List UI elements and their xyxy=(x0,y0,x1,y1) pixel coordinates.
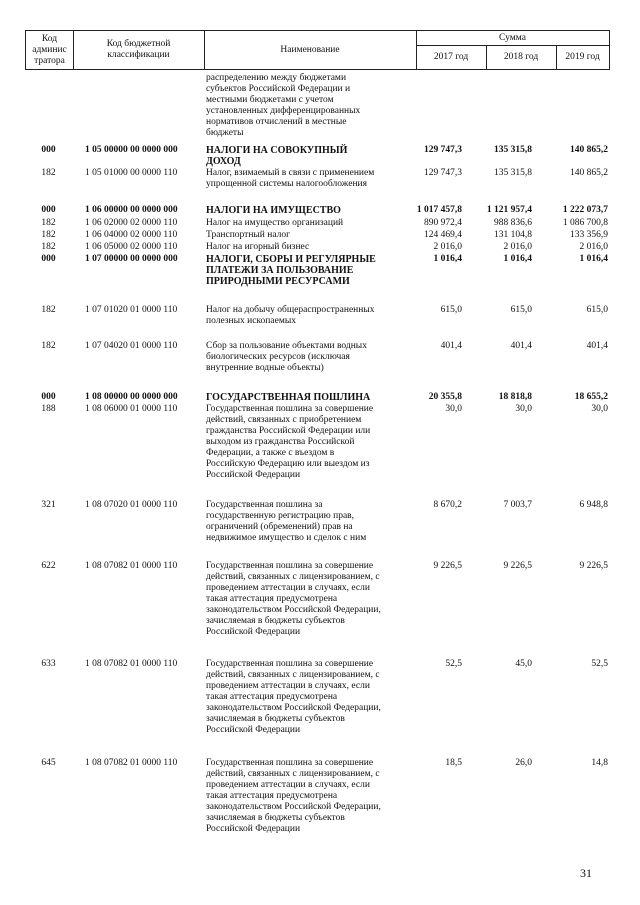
name-cell: Налог, взимаемый в связи с применением упрощенной системы налогообложения xyxy=(206,168,375,189)
sum-2018-cell: 135 315,8 xyxy=(494,168,532,178)
sum-2018-cell: 401,4 xyxy=(510,341,532,351)
budget-code-cell: 1 08 07082 01 0000 110 xyxy=(85,758,178,768)
budget-code-cell: 1 08 07082 01 0000 110 xyxy=(85,659,178,669)
sum-2017-cell: 1 016,4 xyxy=(433,254,462,264)
admin-code-cell: 633 xyxy=(41,659,56,669)
admin-code-cell: 182 xyxy=(41,341,56,351)
sum-2019-cell: 1 222 073,7 xyxy=(562,205,608,215)
sum-2019-cell: 2 016,0 xyxy=(579,242,608,252)
admin-code-cell: 188 xyxy=(41,404,56,414)
name-cell: ГОСУДАРСТВЕННАЯ ПОШЛИНА xyxy=(206,392,371,403)
sum-2019-cell: 6 948,8 xyxy=(579,500,608,510)
sum-2017-cell: 9 226,5 xyxy=(433,561,462,571)
admin-code-cell: 182 xyxy=(41,230,56,240)
sum-2019-cell: 140 865,2 xyxy=(570,168,608,178)
sum-2017-cell: 1 017 457,8 xyxy=(416,205,462,215)
budget-code-cell: 1 07 04020 01 0000 110 xyxy=(85,341,178,351)
name-cell: Государственная пошлина за совершение действий, связанных с лицензированием, с проведением аттестации в случаях, если такая аттестация предусмотрена законодательством Российской Федерации, зачисляемая в бюджеты субъектов Российской Федерации xyxy=(206,758,381,834)
header-code-line2: классификации xyxy=(107,50,170,60)
name-cell: распределению между бюджетами субъектов Российской Федерации и местными бюджетами с учетом установленных дифференцированных нормативов отчислений в местные бюджеты xyxy=(206,73,361,138)
sum-2019-cell: 133 356,9 xyxy=(570,230,608,240)
sum-2018-cell: 1 016,4 xyxy=(503,254,532,264)
budget-code-cell: 1 06 04000 02 0000 110 xyxy=(85,230,178,240)
name-cell: НАЛОГИ, СБОРЫ И РЕГУЛЯРНЫЕ ПЛАТЕЖИ ЗА ПОЛЬЗОВАНИЕ ПРИРОДНЫМИ РЕСУРСАМИ xyxy=(206,254,376,287)
header-year-2019: 2019 год xyxy=(565,52,600,62)
budget-code-cell: 1 05 01000 00 0000 110 xyxy=(85,168,178,178)
admin-code-cell: 182 xyxy=(41,218,56,228)
page-number: 31 xyxy=(580,866,592,880)
name-cell: Транспортный налог xyxy=(206,230,291,240)
sum-2019-cell: 18 655,2 xyxy=(574,392,608,402)
sum-2018-cell: 30,0 xyxy=(515,404,532,414)
sum-2017-cell: 890 972,4 xyxy=(424,218,462,228)
sum-2018-cell: 988 836,6 xyxy=(494,218,532,228)
name-cell: Государственная пошлина за совершение действий, связанных с лицензированием, с проведением аттестации в случаях, если такая аттестация предусмотрена законодательством Российской Федерации, зачисляемая в бюджеты субъектов Российской Федерации xyxy=(206,659,381,735)
sum-2018-cell: 131 104,8 xyxy=(494,230,532,240)
admin-code-cell: 000 xyxy=(41,392,56,402)
sum-2017-cell: 2 016,0 xyxy=(433,242,462,252)
budget-code-cell: 1 08 07082 01 0000 110 xyxy=(85,561,178,571)
budget-code-cell: 1 08 07020 01 0000 110 xyxy=(85,500,178,510)
sum-2018-cell: 2 016,0 xyxy=(503,242,532,252)
admin-code-cell: 182 xyxy=(41,168,56,178)
name-cell: Государственная пошлина за совершение действий, связанных с приобретением гражданства Российской Федерации или выходом из гражданства Российской Федерации, а также с въездом в Российскую Федерацию или выездом из Российской Федерации xyxy=(206,404,374,480)
header-budget-code xyxy=(73,31,205,69)
sum-2018-cell: 7 003,7 xyxy=(503,500,532,510)
sum-2017-cell: 18,5 xyxy=(445,758,462,768)
sum-2018-cell: 1 121 957,4 xyxy=(486,205,532,215)
budget-code-cell: 1 06 05000 02 0000 110 xyxy=(85,242,178,252)
admin-code-cell: 645 xyxy=(41,758,56,768)
sum-2017-cell: 401,4 xyxy=(440,341,462,351)
header-name: Наименование xyxy=(204,31,417,69)
name-cell: НАЛОГИ НА ИМУЩЕСТВО xyxy=(206,205,341,216)
budget-code-cell: 1 08 06000 01 0000 110 xyxy=(85,404,178,414)
budget-code-cell: 1 06 02000 02 0000 110 xyxy=(85,218,178,228)
header-code-line1: Код бюджетной xyxy=(106,39,171,49)
admin-code-cell: 622 xyxy=(41,561,56,571)
admin-code-cell: 000 xyxy=(41,205,56,215)
sum-2017-cell: 52,5 xyxy=(445,659,462,669)
budget-code-cell: 1 05 00000 00 0000 000 xyxy=(85,145,178,155)
sum-2019-cell: 401,4 xyxy=(586,341,608,351)
name-cell: Налог на игорный бизнес xyxy=(206,242,310,252)
admin-code-cell: 000 xyxy=(41,254,56,264)
sum-2019-cell: 140 865,2 xyxy=(570,145,608,155)
budget-code-cell: 1 06 00000 00 0000 000 xyxy=(85,205,178,215)
header-admin-line2: админис xyxy=(32,44,67,55)
sum-2017-cell: 124 469,4 xyxy=(424,230,462,240)
sum-2018-cell: 45,0 xyxy=(515,659,532,669)
sum-2017-cell: 129 747,3 xyxy=(424,145,462,155)
name-cell: Налог на добычу общераспространенных полезных ископаемых xyxy=(206,305,375,326)
sum-2019-cell: 30,0 xyxy=(591,404,608,414)
admin-code-cell: 182 xyxy=(41,305,56,315)
sum-2019-cell: 615,0 xyxy=(586,305,608,315)
sum-2017-cell: 615,0 xyxy=(440,305,462,315)
sum-2019-cell: 9 226,5 xyxy=(579,561,608,571)
header-sum: Сумма xyxy=(416,31,609,46)
name-cell: НАЛОГИ НА СОВОКУПНЫЙ ДОХОД xyxy=(206,145,348,167)
name-cell: Сбор за пользование объектами водных биологических ресурсов (исключая внутренние водные объекты) xyxy=(206,341,367,373)
sum-2019-cell: 14,8 xyxy=(591,758,608,768)
table-header xyxy=(25,30,610,70)
sum-2019-cell: 52,5 xyxy=(591,659,608,669)
header-year-2018: 2018 год xyxy=(486,45,557,69)
budget-code-cell: 1 07 00000 00 0000 000 xyxy=(85,254,178,264)
admin-code-cell: 182 xyxy=(41,242,56,252)
sum-2018-cell: 615,0 xyxy=(510,305,532,315)
sum-2019-cell: 1 086 700,8 xyxy=(562,218,608,228)
sum-2018-cell: 18 818,8 xyxy=(498,392,532,402)
sum-2018-cell: 9 226,5 xyxy=(503,561,532,571)
admin-code-cell: 000 xyxy=(41,145,56,155)
sum-2017-cell: 8 670,2 xyxy=(433,500,462,510)
sum-2018-cell: 26,0 xyxy=(515,758,532,768)
name-cell: Государственная пошлина за государственную регистрацию прав, ограничений (обременений) прав на недвижимое имущество и сделок с ним xyxy=(206,500,367,543)
sum-2018-cell: 135 315,8 xyxy=(494,145,532,155)
admin-code-cell: 321 xyxy=(41,500,56,510)
name-cell: Государственная пошлина за совершение действий, связанных с лицензированием, с проведением аттестации в случаях, если такая аттестация предусмотрена законодательством Российской Федерации, зачисляемая в бюджеты субъектов Российской Федерации xyxy=(206,561,381,637)
sum-2019-cell: 1 016,4 xyxy=(579,254,608,264)
header-year-2017: 2017 год xyxy=(416,45,487,69)
budget-code-cell: 1 08 00000 00 0000 000 xyxy=(85,392,178,402)
header-admin-code xyxy=(26,31,74,69)
sum-2017-cell: 129 747,3 xyxy=(424,168,462,178)
budget-code-cell: 1 07 01020 01 0000 110 xyxy=(85,305,178,315)
header-admin-line3: тратора xyxy=(34,55,65,66)
name-cell: Налог на имущество организаций xyxy=(206,218,344,228)
header-admin-line1: Код xyxy=(41,33,58,44)
sum-2017-cell: 20 355,8 xyxy=(428,392,462,402)
sum-2017-cell: 30,0 xyxy=(445,404,462,414)
